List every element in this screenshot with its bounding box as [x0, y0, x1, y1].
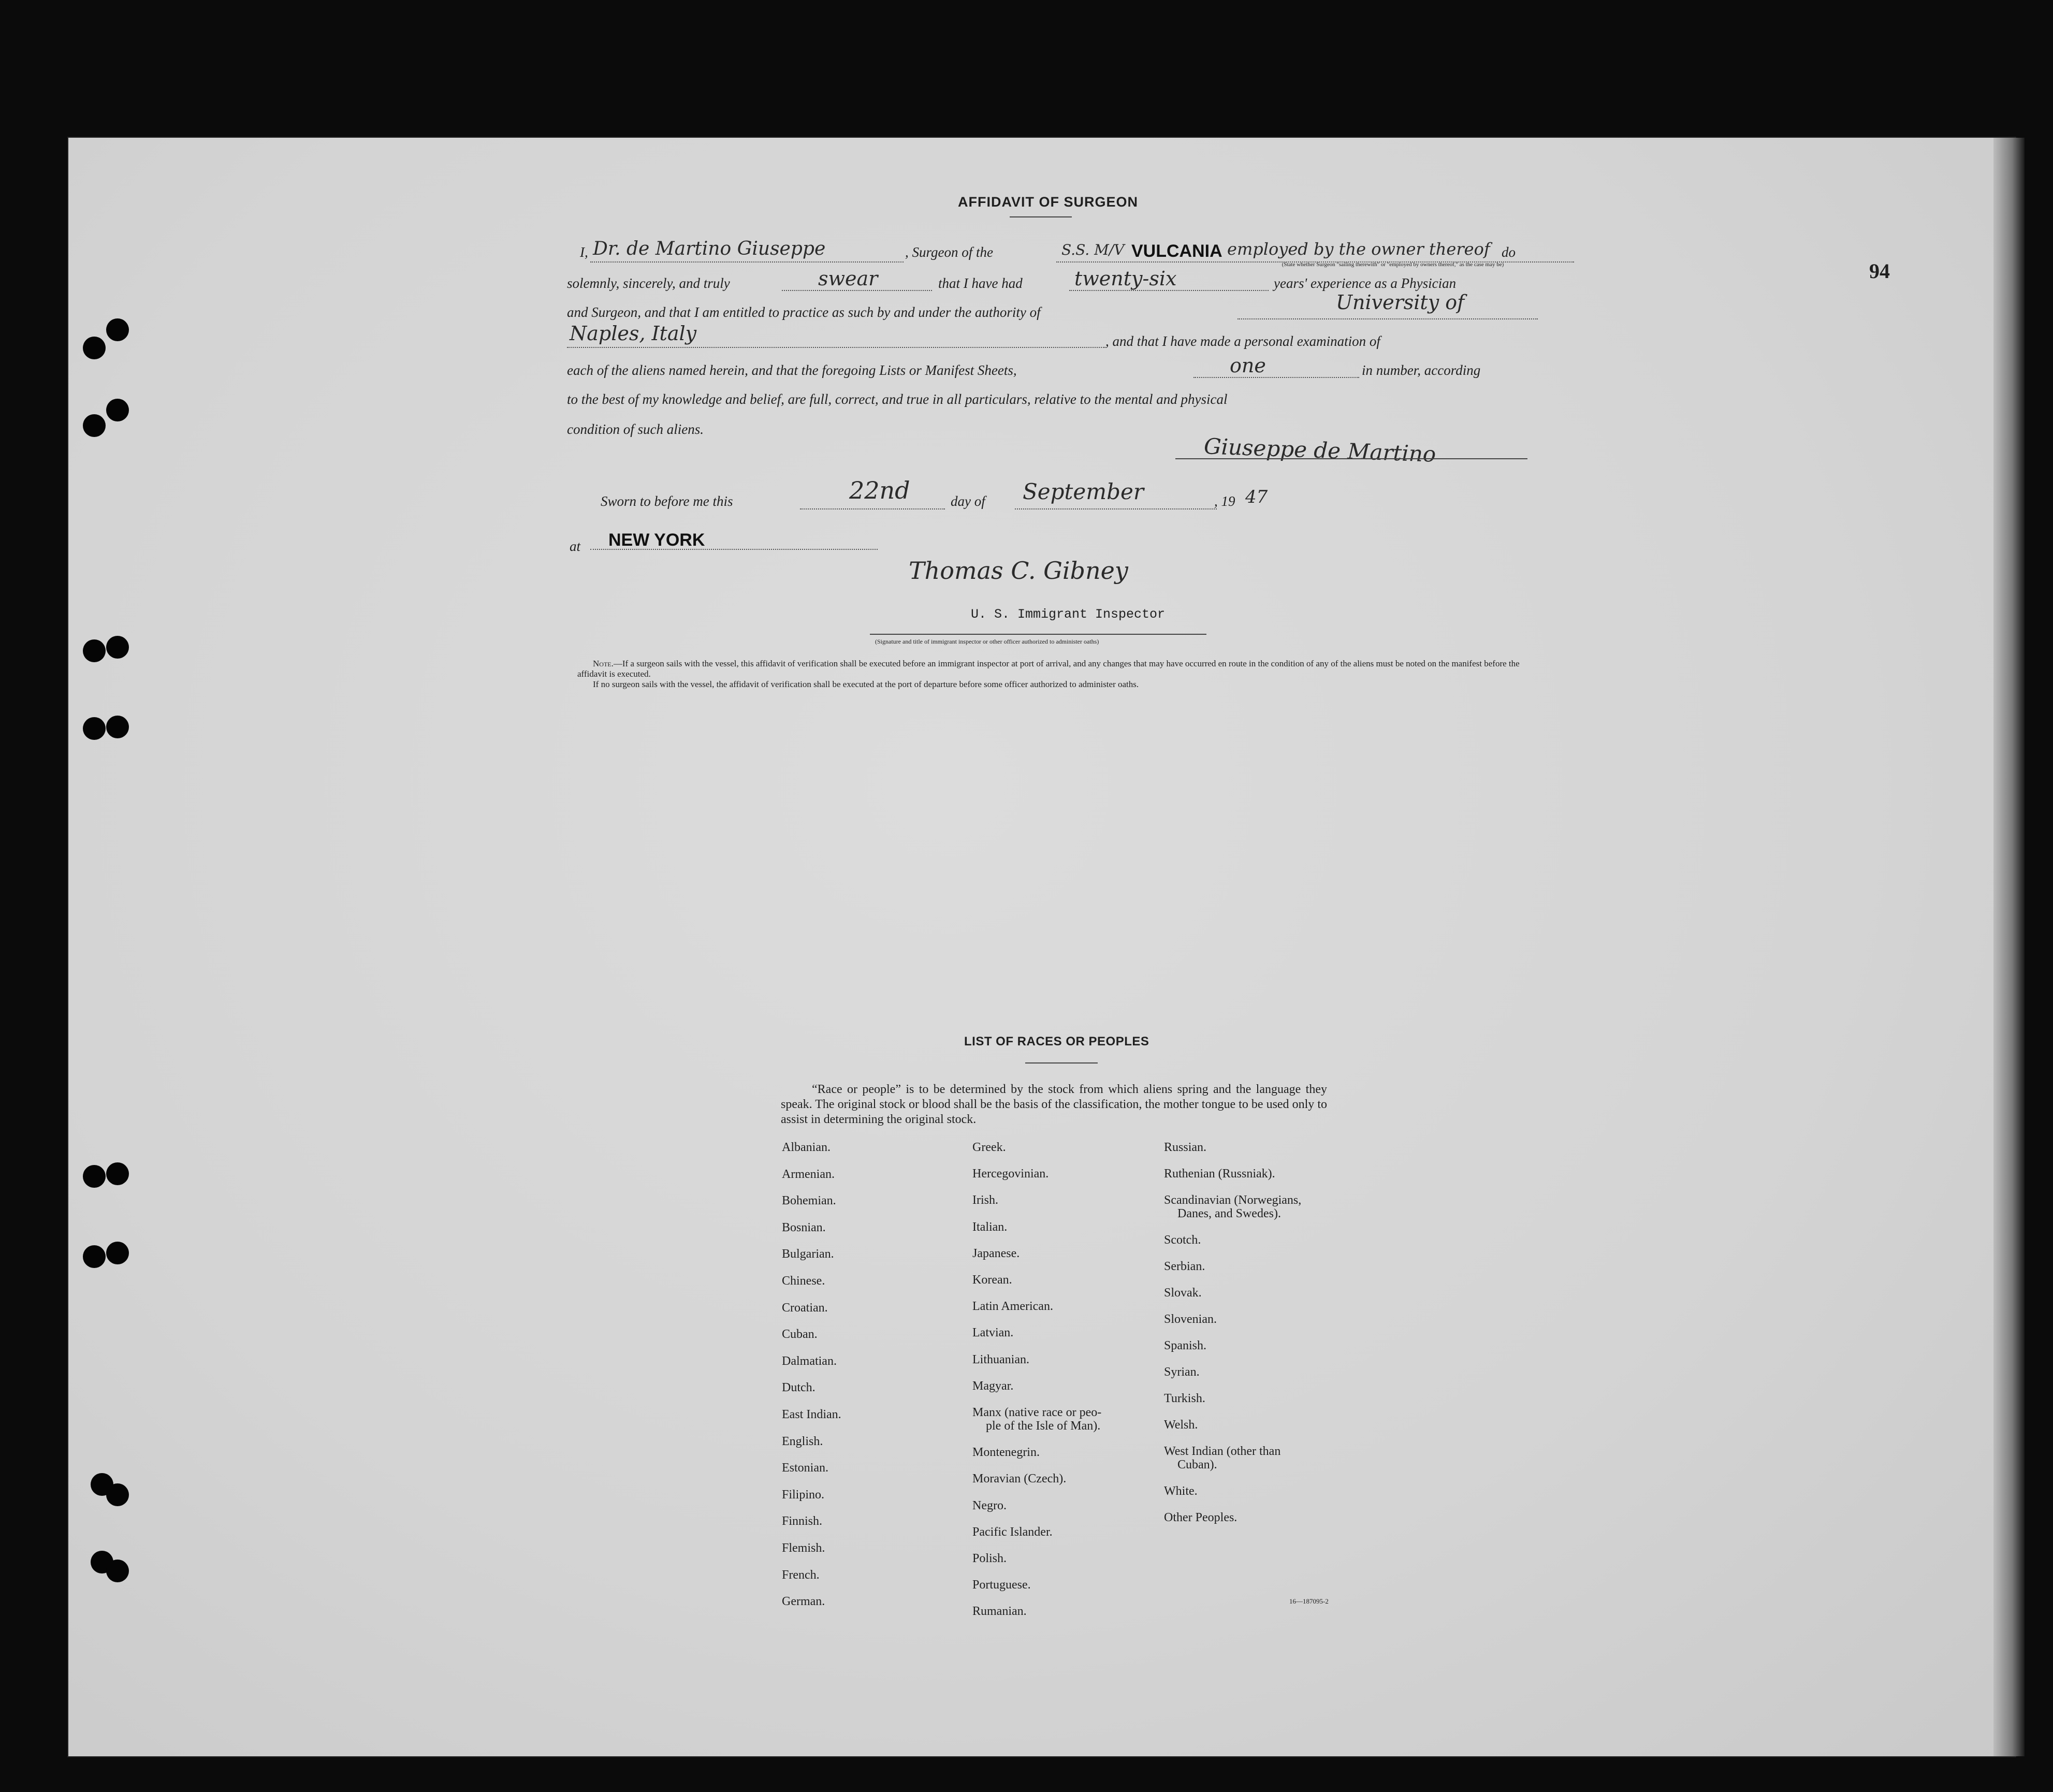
- race-entry: Cuban.: [782, 1328, 818, 1342]
- race-entry: Cuban).: [1177, 1458, 1217, 1472]
- race-entry: Filipino.: [782, 1488, 825, 1502]
- affidavit-note: [577, 659, 1525, 690]
- race-entry: Russian.: [1164, 1141, 1207, 1154]
- binder-hole: [106, 1560, 129, 1582]
- authority-part1: University of: [1336, 291, 1465, 314]
- race-entry: Irish.: [972, 1193, 998, 1207]
- binder-hole: [106, 399, 129, 421]
- sworn-month: September: [1023, 479, 1144, 504]
- line1-suffix: do: [1502, 244, 1516, 260]
- line5-b: in number, according: [1362, 362, 1481, 378]
- race-entry: Welsh.: [1164, 1418, 1198, 1432]
- race-entry: Moravian (Czech).: [972, 1472, 1067, 1486]
- at-label: at: [570, 538, 581, 554]
- race-entry: Syrian.: [1164, 1365, 1200, 1379]
- race-entry: Estonian.: [782, 1461, 828, 1475]
- binder-hole: [106, 1162, 129, 1185]
- page-number: 94: [1869, 259, 1890, 283]
- note-label: Note.: [593, 659, 614, 668]
- races-title-rule: [1025, 1062, 1098, 1063]
- binder-hole: [83, 1245, 106, 1268]
- authority-line2: [567, 347, 1105, 348]
- race-entry: Other Peoples.: [1164, 1511, 1237, 1524]
- race-entry: Bohemian.: [782, 1194, 836, 1208]
- sworn-day: 22nd: [849, 476, 910, 504]
- race-entry: Croatian.: [782, 1301, 828, 1315]
- race-entry: Scotch.: [1164, 1233, 1201, 1247]
- race-entry: Negro.: [972, 1498, 1007, 1512]
- race-entry: Portuguese.: [972, 1578, 1031, 1592]
- binder-hole: [83, 337, 106, 359]
- note-text-1: —If a surgeon sails with the vessel, this affidavit of verification shall be executed before an immigrant inspector at port of arrival, and any changes that may have occurred en route in the condition of any of the aliens must be noted on the manifest before the affidavit is executed.: [577, 659, 1520, 679]
- line5-a: each of the aliens named herein, and that the foregoing Lists or Manifest Sheets,: [567, 362, 1017, 378]
- binder-hole: [83, 639, 106, 662]
- race-entry: Rumanian.: [972, 1605, 1027, 1619]
- race-entry: French.: [782, 1568, 820, 1582]
- affidavit-title: AFFIDAVIT OF SURGEON: [958, 194, 1138, 210]
- binder-hole: [106, 636, 129, 659]
- race-entry: Turkish.: [1164, 1392, 1205, 1405]
- surgeon-signature: Giuseppe de Martino: [1203, 433, 1436, 467]
- race-entry: White.: [1164, 1484, 1198, 1498]
- race-entry: Serbian.: [1164, 1260, 1205, 1273]
- race-entry: Spanish.: [1164, 1339, 1207, 1352]
- place-line: [590, 549, 878, 550]
- authority-part2: Naples, Italy: [570, 322, 697, 345]
- sworn-b: day of: [951, 493, 985, 509]
- race-entry: Lithuanian.: [972, 1352, 1029, 1366]
- inspector-signature: Thomas C. Gibney: [909, 557, 1128, 585]
- race-entry: Greek.: [972, 1141, 1006, 1154]
- race-entry: English.: [782, 1434, 823, 1448]
- race-entry: ple of the Isle of Man).: [986, 1419, 1101, 1433]
- race-entry: Japanese.: [972, 1246, 1020, 1260]
- race-entry: Danes, and Swedes).: [1177, 1207, 1281, 1220]
- surgeon-name: Dr. de Martino Giuseppe: [593, 238, 826, 259]
- oath-line: [782, 290, 932, 291]
- line2-b: that I have had: [938, 275, 1023, 291]
- inspector-caption: (Signature and title of immigrant inspector or other officer authorized to administer oaths): [875, 638, 1099, 645]
- document-page: [68, 138, 2015, 1756]
- line1-prefix: I,: [580, 244, 588, 260]
- employment-hint: (State whether Surgeon "sailing therewith" or "employed by owners thereof," as the case may be): [1282, 261, 1504, 268]
- surgeon-name-line: [590, 261, 904, 263]
- binder-hole: [106, 716, 129, 738]
- title-rule: [1010, 216, 1072, 217]
- vessel-prefix: S.S. M/V: [1061, 241, 1125, 258]
- surgeon-signature-line: [1175, 458, 1527, 459]
- race-entry: Manx (native race or peo-: [972, 1406, 1102, 1419]
- employment-status: employed by the owner thereof: [1227, 239, 1490, 259]
- race-entry: Slovenian.: [1164, 1313, 1217, 1326]
- race-entry: East Indian.: [782, 1408, 841, 1421]
- years-line: [1069, 290, 1269, 291]
- race-entry: Bosnian.: [782, 1220, 826, 1234]
- line1-mid: , Surgeon of the: [905, 244, 993, 260]
- page-edge-shadow: [1993, 138, 2025, 1756]
- race-entry: Korean.: [972, 1273, 1012, 1287]
- race-entry: Montenegrin.: [972, 1446, 1040, 1460]
- binder-hole: [83, 414, 106, 437]
- race-entry: Flemish.: [782, 1541, 825, 1555]
- race-entry: Hercegovinian.: [972, 1167, 1049, 1181]
- races-title: LIST OF RACES OR PEOPLES: [964, 1035, 1149, 1048]
- sworn-year-prefix: , 19: [1214, 493, 1235, 509]
- sworn-day-line: [800, 508, 945, 509]
- race-entry: Slovak.: [1164, 1286, 1202, 1300]
- note-text-2: If no surgeon sails with the vessel, the affidavit of verification shall be executed at the port of departure before some officer authorized to administer oaths.: [593, 679, 1139, 689]
- line2-c: years' experience as a Physician: [1274, 275, 1457, 291]
- inspector-title: U. S. Immigrant Inspector: [971, 607, 1166, 622]
- line4-b: , and that I have made a personal examination of: [1105, 333, 1380, 349]
- line2-a: solemnly, sincerely, and truly: [567, 275, 730, 291]
- race-entry: Latin American.: [972, 1300, 1053, 1314]
- inspector-signature-line: [870, 634, 1206, 635]
- form-number: 16—187095-2: [1289, 1597, 1329, 1605]
- vessel-name: VULCANIA: [1131, 241, 1222, 261]
- authority-line1: [1237, 318, 1538, 319]
- race-entry: Chinese.: [782, 1274, 825, 1288]
- binder-hole: [106, 1483, 129, 1506]
- race-entry: Italian.: [972, 1220, 1008, 1234]
- race-entry: Magyar.: [972, 1379, 1014, 1393]
- race-entry: Pacific Islander.: [972, 1525, 1053, 1539]
- race-entry: Scandinavian (Norwegians,: [1164, 1193, 1302, 1207]
- race-entry: Dalmatian.: [782, 1354, 837, 1368]
- race-entry: German.: [782, 1595, 825, 1609]
- race-entry: Ruthenian (Russniak).: [1164, 1167, 1275, 1181]
- race-entry: Polish.: [972, 1552, 1007, 1565]
- line3-a: and Surgeon, and that I am entitled to practice as such by and under the authority of: [567, 304, 1041, 320]
- race-entry: Finnish.: [782, 1514, 823, 1528]
- race-entry: West Indian (other than: [1164, 1445, 1281, 1458]
- sworn-place: NEW YORK: [608, 530, 705, 550]
- years-experience: twenty-six: [1074, 267, 1177, 290]
- race-entry: Dutch.: [782, 1381, 816, 1395]
- race-entry: Latvian.: [972, 1326, 1014, 1340]
- line7: condition of such aliens.: [567, 421, 704, 437]
- binder-hole: [83, 717, 106, 740]
- binder-hole: [106, 1242, 129, 1264]
- sworn-year: 47: [1245, 487, 1268, 507]
- binder-hole: [83, 1165, 106, 1188]
- race-entry: Armenian.: [782, 1167, 835, 1181]
- oath-word: swear: [818, 267, 878, 290]
- sworn-month-line: [1015, 508, 1217, 509]
- sworn-a: Sworn to before me this: [601, 493, 733, 509]
- sheet-count-line: [1193, 377, 1359, 378]
- races-intro: “Race or people” is to be determined by the stock from which aliens spring and the language they speak. The original stock or blood shall be the basis of the classification, the mother tongue to be used only to assist in determining the original stock.: [781, 1083, 1327, 1126]
- binder-hole: [106, 318, 129, 341]
- line6: to the best of my knowledge and belief, are full, correct, and true in all particulars, relative to the mental and physical: [567, 391, 1228, 407]
- race-entry: Albanian.: [782, 1141, 831, 1154]
- race-entry: Bulgarian.: [782, 1247, 834, 1261]
- sheet-count: one: [1230, 354, 1266, 377]
